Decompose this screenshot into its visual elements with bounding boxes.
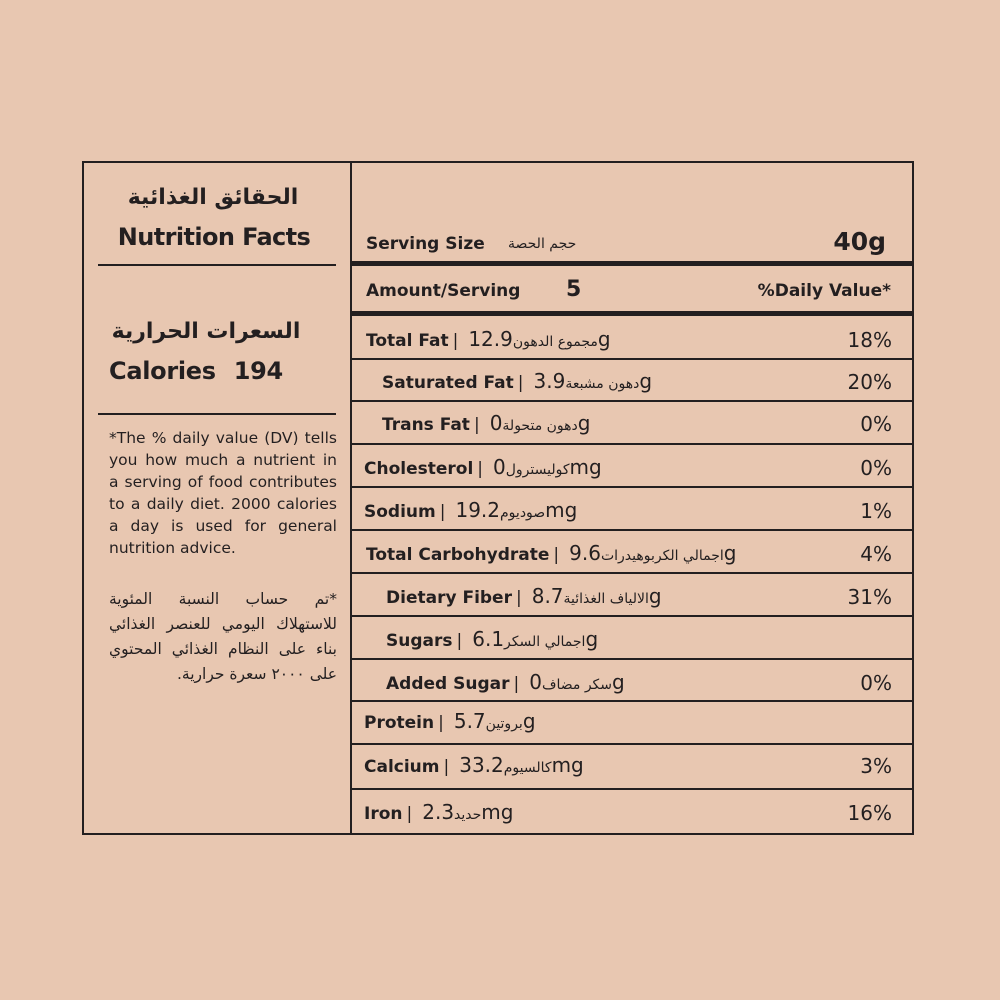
separator: | xyxy=(553,545,560,565)
nutrient-label xyxy=(386,670,625,694)
nutrient-daily-value: 0% xyxy=(860,671,892,695)
separator: | xyxy=(515,588,522,608)
nutrient-daily-value: 0% xyxy=(860,456,892,480)
serving-size-label: Serving Size xyxy=(366,234,485,254)
nutrient-name-arabic: حديد xyxy=(454,807,482,823)
nutrient-daily-value: 1% xyxy=(860,499,892,523)
nutrient-label xyxy=(364,800,513,824)
calories-label: Calories xyxy=(109,357,216,385)
dv-note-arabic: *تم حساب النسبة المئوية للاستهلاك اليومي للعنصر الغذائي بناء على النظام الغذائي المحتوي على ٢٠٠٠ سعرة حرارية. xyxy=(109,590,337,683)
title-arabic: الحقائق الغذائية xyxy=(127,185,299,210)
nutrient-label xyxy=(366,541,736,565)
nutrient-name: Sugars xyxy=(386,631,453,651)
separator: | xyxy=(477,459,484,479)
nutrient-name-arabic: اجمالي السكر xyxy=(504,634,586,650)
nutrient-name: Sodium xyxy=(364,502,436,522)
nutrient-name-arabic: اجمالي الكربوهيدرات xyxy=(600,548,724,564)
row-divider xyxy=(352,400,914,402)
nutrition-facts-panel xyxy=(82,161,914,835)
calories-arabic: السعرات الحرارية xyxy=(111,319,301,344)
title-english: Nutrition Facts xyxy=(117,223,311,251)
separator: | xyxy=(443,757,450,777)
separator: | xyxy=(406,804,413,824)
nutrient-name-arabic: بروتين xyxy=(485,716,523,732)
nutrient-daily-value: 0% xyxy=(860,412,892,436)
nutrient-daily-value: 18% xyxy=(847,328,892,352)
amount-value: 5 xyxy=(566,277,582,302)
thick-divider xyxy=(352,261,914,266)
nutrient-amount: 0mg xyxy=(493,455,602,479)
separator: | xyxy=(439,502,446,522)
nutrient-label xyxy=(364,498,577,522)
left-divider-bottom xyxy=(98,413,336,415)
nutrient-amount: 33.2mg xyxy=(459,753,584,777)
nutrient-amount: 3.9g xyxy=(533,369,653,393)
nutrient-name: Iron xyxy=(364,804,403,824)
nutrient-daily-value: 16% xyxy=(847,801,892,825)
nutrient-amount: 6.1g xyxy=(472,627,599,651)
nutrient-name-arabic: كالسيوم xyxy=(503,760,552,776)
amount-per-serving-row xyxy=(366,279,891,307)
row-divider xyxy=(352,788,914,790)
nutrient-name: Total Carbohydrate xyxy=(366,545,550,565)
separator: | xyxy=(513,674,520,694)
nutrient-name-arabic: كوليسترول xyxy=(505,462,570,478)
nutrient-name: Saturated Fat xyxy=(382,373,514,393)
separator: | xyxy=(517,373,524,393)
thick-divider xyxy=(352,311,914,316)
nutrient-daily-value: 31% xyxy=(847,585,892,609)
nutrient-name: Trans Fat xyxy=(382,415,470,435)
row-divider xyxy=(352,658,914,660)
nutrient-amount: 0g xyxy=(489,411,591,435)
nutrient-name-arabic: دهون متحولة xyxy=(502,418,578,434)
row-divider xyxy=(352,700,914,702)
nutrient-name-arabic: دهون مشبعة xyxy=(565,376,640,392)
row-divider xyxy=(352,572,914,574)
nutrient-label xyxy=(366,327,611,351)
nutrient-name-arabic: صوديوم xyxy=(500,505,546,521)
calories-row xyxy=(109,357,283,385)
nutrient-amount: 8.7g xyxy=(531,584,662,608)
calories-value: 194 xyxy=(233,357,283,385)
nutrient-amount: 19.2mg xyxy=(455,498,578,522)
left-divider-top xyxy=(98,264,336,266)
nutrient-name: Calcium xyxy=(364,757,440,777)
row-divider xyxy=(352,615,914,617)
nutrient-daily-value: 3% xyxy=(860,754,892,778)
nutrient-amount: 2.3mg xyxy=(422,800,514,824)
nutrient-amount: 5.7g xyxy=(453,709,536,733)
nutrient-name: Cholesterol xyxy=(364,459,474,479)
serving-size-row xyxy=(366,227,886,259)
nutrient-name: Total Fat xyxy=(366,331,449,351)
nutrient-name: Protein xyxy=(364,713,435,733)
nutrient-label xyxy=(386,584,662,608)
row-divider xyxy=(352,443,914,445)
nutrient-daily-value: 20% xyxy=(847,370,892,394)
nutrient-daily-value: 4% xyxy=(860,542,892,566)
nutrient-label xyxy=(386,627,598,651)
nutrient-name-arabic: مجموع الدهون xyxy=(512,334,598,350)
amount-label: Amount/Serving xyxy=(366,281,521,301)
nutrient-label xyxy=(382,369,652,393)
row-divider xyxy=(352,486,914,488)
separator: | xyxy=(438,713,444,733)
nutrient-label xyxy=(364,455,602,479)
separator: | xyxy=(473,415,480,435)
nutrient-label xyxy=(364,709,536,733)
serving-size-value: 40g xyxy=(833,227,886,256)
row-divider xyxy=(352,358,914,360)
nutrient-label xyxy=(382,411,590,435)
nutrient-amount: 9.6g xyxy=(569,541,737,565)
serving-size-label-arabic: حجم الحصة xyxy=(508,236,577,252)
daily-value-header: %Daily Value* xyxy=(757,281,891,301)
nutrient-amount: 12.9g xyxy=(468,327,611,351)
separator: | xyxy=(452,331,459,351)
nutrient-name: Dietary Fiber xyxy=(386,588,512,608)
nutrient-name-arabic: سكر مضاف xyxy=(541,677,613,693)
separator: | xyxy=(456,631,463,651)
row-divider xyxy=(352,743,914,745)
row-divider xyxy=(352,529,914,531)
nutrient-amount: 0g xyxy=(529,670,625,694)
nutrient-name: Added Sugar xyxy=(386,674,510,694)
nutrient-name-arabic: الالياف الغذائية xyxy=(563,591,649,607)
dv-note-english: *The % daily value (DV) tells you how much a nutrient in a serving of food contributes to a daily diet. 2000 calories a day is used for general nutrition advice. xyxy=(109,429,337,557)
nutrient-label xyxy=(364,753,584,777)
